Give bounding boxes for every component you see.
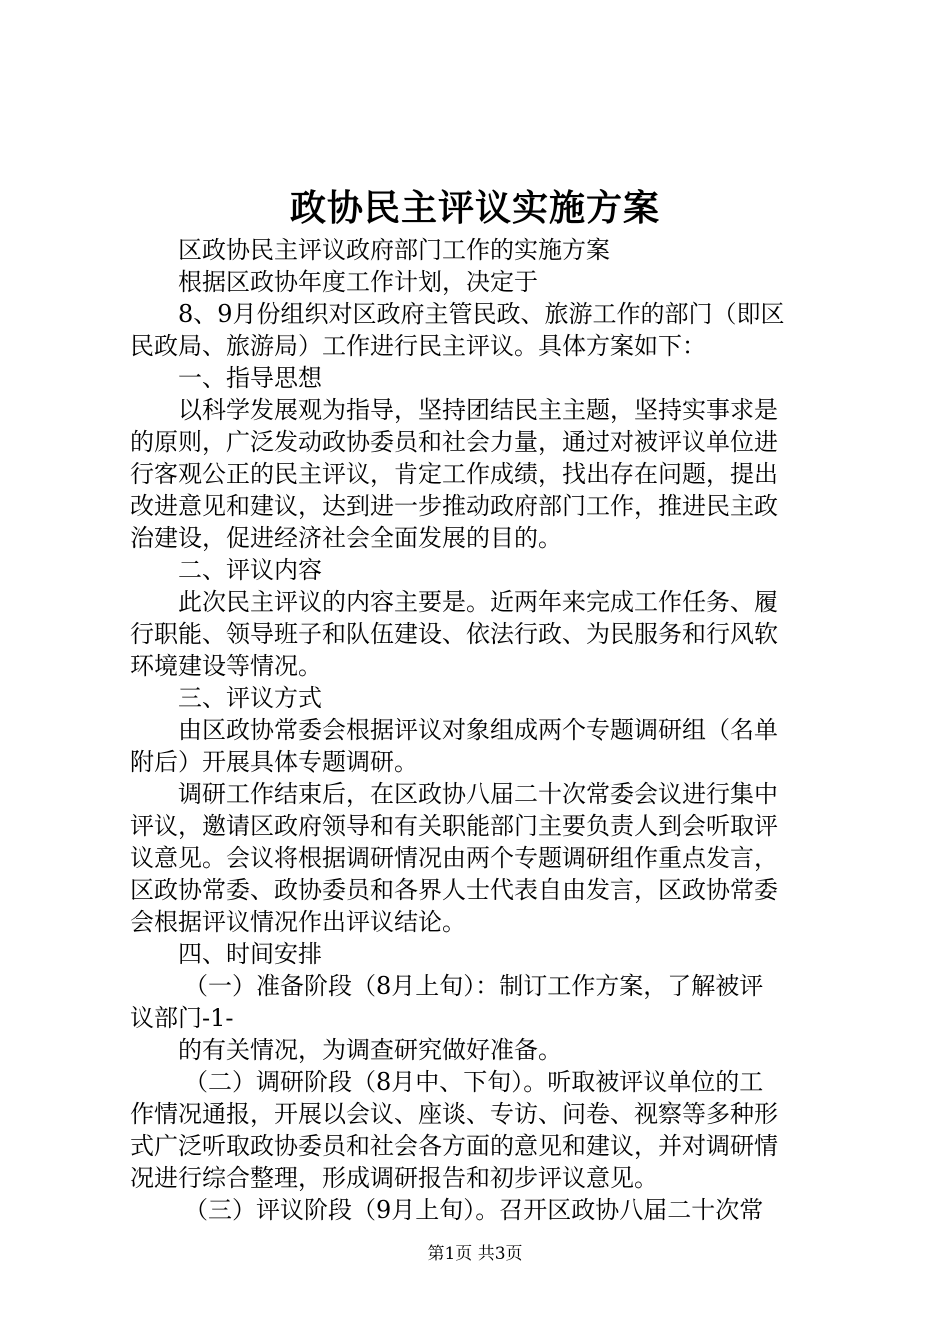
paragraph-line: 区政协常委、政协委员和各界人士代表自由发言，区政协常委 <box>130 876 778 904</box>
paragraph-line: 区政协民主评议政府部门工作的实施方案 <box>178 236 610 264</box>
paragraph-line: 民政局、旅游局）工作进行民主评议。具体方案如下： <box>130 332 706 360</box>
paragraph-line: 以科学发展观为指导，坚持团结民主主题，坚持实事求是 <box>178 396 778 424</box>
paragraph-line: （二）调研阶段（8月中、下旬）。听取被评议单位的工 <box>184 1068 764 1096</box>
paragraph-line: 根据区政协年度工作计划，决定于 <box>178 268 538 296</box>
paragraph-line: 调研工作结束后，在区政协八届二十次常委会议进行集中 <box>178 780 778 808</box>
paragraph-line: 改进意见和建议，达到进一步推动政府部门工作，推进民主政 <box>130 492 778 520</box>
paragraph-line: 议意见。会议将根据调研情况由两个专题调研组作重点发言， <box>130 844 778 872</box>
paragraph-line: 评议，邀请区政府领导和有关职能部门主要负责人到会听取评 <box>130 812 778 840</box>
paragraph-line: 二、评议内容 <box>178 556 322 584</box>
paragraph-line: 治建设，促进经济社会全面发展的目的。 <box>130 524 562 552</box>
paragraph-line: 此次民主评议的内容主要是。近两年来完成工作任务、履 <box>178 588 778 616</box>
paragraph-line: 会根据评议情况作出评议结论。 <box>130 908 466 936</box>
paragraph-line: 行职能、领导班子和队伍建设、依法行政、为民服务和行风软 <box>130 620 778 648</box>
page-footer: 第1页 共3页 <box>427 1244 523 1264</box>
paragraph-line: 作情况通报，开展以会议、座谈、专访、问卷、视察等多种形 <box>130 1100 778 1128</box>
document-title: 政协民主评议实施方案 <box>289 187 660 229</box>
document-body <box>130 234 830 1226</box>
paragraph-line: （三）评议阶段（9月上旬）。召开区政协八届二十次常 <box>184 1196 764 1224</box>
paragraph-line: 三、评议方式 <box>178 684 322 712</box>
paragraph-line: 议部门-1- <box>130 1004 234 1032</box>
paragraph-line: 的有关情况，为调查研究做好准备。 <box>178 1036 562 1064</box>
paragraph-line: 由区政协常委会根据评议对象组成两个专题调研组（名单 <box>178 716 778 744</box>
paragraph-line: 四、时间安排 <box>178 940 322 968</box>
paragraph-line: 行客观公正的民主评议，肯定工作成绩，找出存在问题，提出 <box>130 460 778 488</box>
paragraph-line: 一、指导思想 <box>178 364 322 392</box>
paragraph-line: 的原则，广泛发动政协委员和社会力量，通过对被评议单位进 <box>130 428 778 456</box>
paragraph-line: （一）准备阶段（8月上旬）：制订工作方案，了解被评 <box>184 972 764 1000</box>
paragraph-line: 8、9月份组织对区政府主管民政、旅游工作的部门（即区 <box>178 300 785 328</box>
paragraph-line: 附后）开展具体专题调研。 <box>130 748 418 776</box>
paragraph-line: 况进行综合整理，形成调研报告和初步评议意见。 <box>130 1164 658 1192</box>
paragraph-line: 环境建设等情况。 <box>130 652 322 680</box>
paragraph-line: 式广泛听取政协委员和社会各方面的意见和建议，并对调研情 <box>130 1132 778 1160</box>
